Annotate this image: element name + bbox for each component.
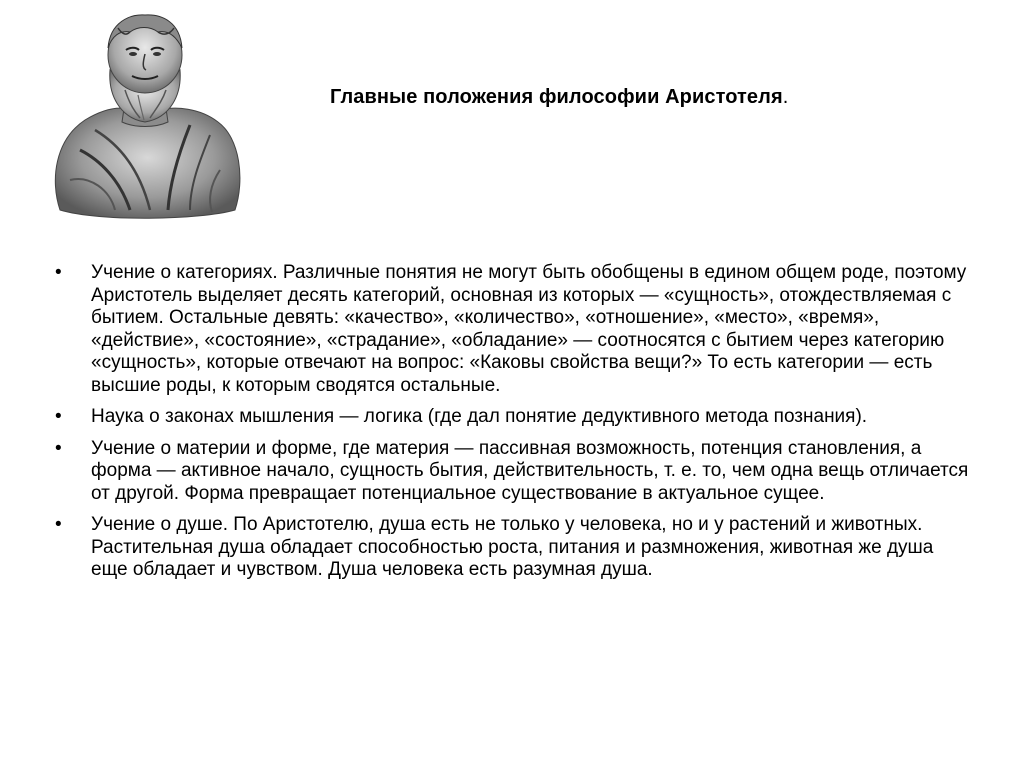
bullet-item-logic <box>55 406 970 429</box>
slide-title-text: Главные положения философии Аристотеля <box>330 86 783 108</box>
bullet-marker: • <box>55 262 62 283</box>
bullet-marker: • <box>55 437 62 459</box>
bullet-item-soul <box>55 514 970 582</box>
bullet-item-categories <box>55 262 970 397</box>
bullet-text: Учение о категориях. Различные понятия не могут быть обобщены в едином общем роде, поэтому Аристотель выделяет десять категорий, основная из которых — «сущность», отождествляемая с бытием. Остальные девять: «качество», «количество», «отношение», «место», «время», «действие», «состояние», «страдание», «обладание» — соотносятся с бытием через категорию «сущность», которые отвечают на вопрос: «Каковы свойства вещи?» То есть категории — есть высшие роды, к которым сводятся остальные. <box>91 262 967 396</box>
bullet-text: Учение о душе. По Аристотелю, душа есть не только у человека, но и у растений и животных. Растительная душа обладает способностью роста, питания и размножения, животная же душа еще обладает и чувством. Душа человека есть разумная душа. <box>91 514 934 580</box>
bullet-item-matter-form <box>55 438 970 506</box>
bullet-list <box>55 262 970 591</box>
bullet-marker: • <box>55 406 62 427</box>
bullet-marker: • <box>55 514 62 535</box>
slide-title <box>330 86 788 109</box>
bullet-text: Учение о материи и форме, где материя — пассивная возможность, потенция становления, а форма — активное начало, сущность бытия, действительность, т. е. то, чем одна вещь отличается от другой. Форма превращает потенциальное существование в актуальное сущее. <box>91 437 969 504</box>
slide-title-period: . <box>782 86 789 108</box>
bullet-text: Наука о законах мышления — логика (где дал понятие дедуктивного метода познания). <box>91 406 868 427</box>
aristotle-bust-icon <box>40 10 250 222</box>
